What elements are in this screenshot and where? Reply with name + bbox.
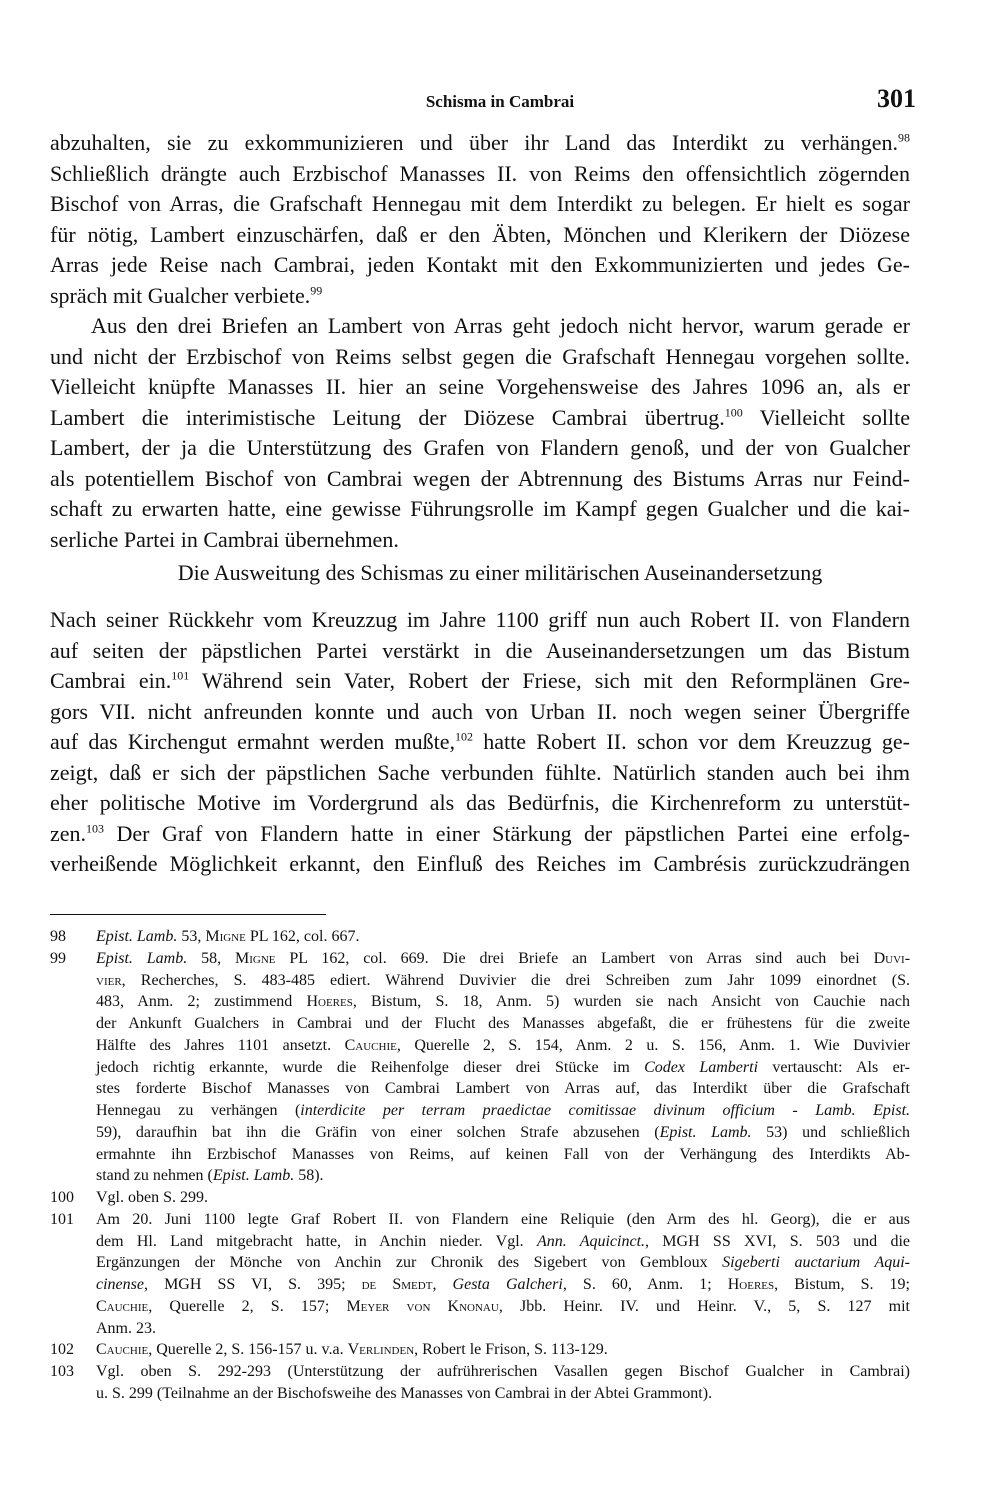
text-line: auf seiten der päpstlichen Partei verstärkt in die Auseinandersetzungen um das Bistum (50, 637, 910, 663)
footnote-line (96, 1100, 910, 1122)
footnote-text: Cauchie (344, 1036, 397, 1054)
body-paragraphs-1 (50, 128, 910, 555)
footnote-text: , (432, 1276, 453, 1293)
footnote-text: 59), daraufhin bat ihn die Gräfin von einer solchen Strafe abzusehen ( (96, 1123, 660, 1141)
text-line: serliche Partei in Cambrai übernehmen. (50, 526, 399, 552)
text-fragment: spräch mit Gualcher verbiete. (50, 282, 311, 308)
footnote-text: der Ankunft Gualchers in Cambrai und der Flucht des Manasses abgefaßt, die er frühestens für die zweite (96, 1015, 910, 1032)
footnote-line (96, 1057, 910, 1079)
footnote-line (96, 991, 910, 1013)
text-line: als potentiellem Bischof von Cambrai wegen der Abtrennung des Bistums Arras nur Feind- (50, 465, 910, 491)
footnote-line (96, 1165, 910, 1187)
running-title: Schisma in Cambrai (425, 92, 575, 111)
footnote-line (96, 970, 910, 992)
footnote-100 (50, 1187, 910, 1209)
footnote-text: Epist. Lamb. (96, 928, 178, 945)
body-paragraphs-2 (50, 605, 910, 880)
footnote-text: vertauscht: Als er- (758, 1058, 911, 1076)
text-line (50, 403, 910, 434)
footnote-text: de Smedt (361, 1276, 433, 1293)
footnote-number: 99 (50, 949, 66, 967)
text-line: Aus den drei Briefen an Lambert von Arras geht jedoch nicht hervor, warum gerade er (91, 313, 910, 338)
footnote-text: Migne (205, 928, 246, 945)
footnote-text: 483, Anm. 2; zustimmend (96, 993, 307, 1011)
text-line: schaft zu erwarten hatte, eine gewisse Führungsrolle im Kampf gegen Gualcher und die kai- (50, 496, 910, 521)
footnote-number: 100 (50, 1189, 74, 1206)
footnote-line (96, 1274, 910, 1296)
footnote-text: Hoeres (306, 993, 353, 1011)
footnote-101 (50, 1209, 910, 1340)
footnote-text: Vgl. oben S. 292-293 (Unterstützung der aufrührerischen Vasallen gegen Bischof Gualcher in Cambrai) (96, 1363, 910, 1380)
footnote-line (96, 948, 910, 970)
footnote-text: Cauchie (96, 1341, 149, 1359)
footnote-text: cinense (96, 1276, 144, 1293)
text-line: eher politische Motive im Vordergrund als das Bedürfnis, die Kirchenreform zu unterstüt- (50, 790, 910, 815)
text-line: Arras jede Reise nach Cambrai, jeden Kontakt mit den Exkommunizierten und jedes Ge- (50, 252, 910, 277)
footnote-text: Epist. Lamb. (212, 1167, 295, 1185)
footnote-line (96, 1035, 910, 1057)
text-fragment: Vielleicht sollte (759, 404, 910, 430)
footnote-text: ermahnte ihn Erzbischof Manasses von Reims, auf keinen Fall von der Verhängung des Interdikts Ab- (96, 1145, 910, 1163)
footnote-line (96, 1078, 910, 1100)
footnote-text: jedoch richtig erkannte, wurde die Reihenfolge dieser drei Stücke im (96, 1058, 645, 1076)
footnote-ref-102[interactable]: 102 (455, 729, 473, 744)
footnote-99 (50, 948, 910, 1187)
footnote-text: Migne (235, 949, 276, 967)
footnote-ref-99[interactable]: 99 (310, 283, 323, 298)
text-line: Lambert, der ja die Unterstützung des Grafen von Flandern genoß, und der von Gualcher (50, 435, 910, 460)
footnote-text: stes forderte Bischof Manasses von Cambrai Lambert von Arras auf, das Interdikt über die Grafschaft (96, 1080, 910, 1098)
footnote-line (96, 1252, 910, 1274)
footnote-text: 58, (187, 949, 235, 967)
text-line (50, 128, 910, 159)
footnote-number: 98 (50, 928, 66, 945)
text-line: Vielleicht knüpfte Manasses II. hier an seine Vorgehensweise des Jahres 1096 an, als er (50, 374, 910, 399)
footnote-text: Epist. Lamb. (96, 949, 188, 967)
footnote-line (96, 1231, 910, 1253)
footnote-text: , Querelle 2, S. 157; (148, 1297, 347, 1315)
text-line: Schließlich drängte auch Erzbischof Manasses II. von Reims den offensichtlich zögernden (50, 160, 910, 186)
footnote-line (96, 1122, 910, 1144)
footnotes (50, 926, 910, 1405)
text-fragment: Lambert die interimistische Leitung der Diözese Cambrai übertrug. (50, 404, 725, 430)
footnote-text: Meyer von Knonau (346, 1297, 499, 1315)
footnote-number: 102 (50, 1341, 74, 1359)
footnote-text: 58). (294, 1167, 324, 1185)
footnote-text: Anm. 23. (96, 1319, 156, 1337)
text-fragment: Während sein Vater, Robert der Friese, sich mit den Reformplänen Gre- (202, 668, 911, 693)
footnote-text: , Querelle 2, S. 156-157 u. v.a. (148, 1341, 348, 1359)
footnote-text: , Jbb. Heinr. IV. und Heinr. V., 5, S. 127 mit (498, 1297, 910, 1315)
footnote-line (96, 1013, 910, 1035)
footnote-text: Hälfte des Jahres 1101 ansetzt. (96, 1036, 345, 1054)
footnote-103 (50, 1361, 910, 1405)
footnote-line (96, 1187, 910, 1209)
text-fragment: zen. (50, 820, 87, 846)
text-line (50, 281, 910, 312)
text-line: Nach seiner Rückkehr vom Kreuzzug im Jahre 1100 griff nun auch Robert II. von Flandern (50, 607, 910, 632)
footnote-ref-101[interactable]: 101 (171, 668, 190, 683)
footnote-text: Hoeres (727, 1276, 775, 1293)
footnote-text: interdicite per terram praedictae comitissae divinum officium - Lamb. Epist. (300, 1102, 911, 1119)
section-heading: Die Ausweitung des Schismas zu einer militärischen Auseinandersetzung (177, 560, 823, 585)
footnote-text: , Recherches, S. 483-485 ediert. Während Duvivier die drei Schreiben zum Jahr 1099 einordnet (S. (121, 971, 910, 989)
footnote-text: , S. 60, Anm. 1; (562, 1276, 728, 1293)
footnote-text: Verlinden (347, 1341, 415, 1359)
footnote-text: 53) und schließlich (751, 1123, 911, 1141)
footnote-text: , MGH SS VI, S. 395; (143, 1276, 362, 1293)
text-line (50, 819, 910, 850)
text-line (50, 666, 910, 697)
footnote-text: PL 162, col. 667. (245, 928, 360, 945)
text-fragment: abzuhalten, sie zu exkommunizieren und über ihr Land das Interdikt zu verhängen. (50, 130, 898, 155)
footnote-text: , Bistum, S. 19; (774, 1276, 911, 1293)
text-line: verheißende Möglichkeit erkannt, den Einfluß des Reiches im Cambrésis zurückzudrängen (50, 851, 910, 876)
footnote-text: Ann. Aquicinct. (536, 1232, 646, 1250)
page-number: 301 (877, 84, 916, 113)
footnote-line (96, 1144, 910, 1166)
footnote-line (96, 926, 910, 948)
footnote-line (96, 1318, 910, 1340)
footnote-text: , MGH SS XVI, S. 503 und die (645, 1232, 910, 1250)
footnote-text: u. S. 299 (Teilnahme an der Bischofsweihe des Manasses von Cambrai in der Abtei Grammont). (96, 1384, 713, 1402)
footnote-text: Epist. Lamb. (659, 1123, 752, 1141)
text-line: für nötig, Lambert einzuschärfen, daß er den Äbten, Mönchen und Klerikern der Diözese (50, 221, 910, 247)
text-fragment: Der Graf von Flandern hatte in einer Stärkung der päpstlichen Partei eine erfolg- (116, 820, 911, 846)
footnote-number: 101 (50, 1210, 74, 1228)
footnote-text: , Querelle 2, S. 154, Anm. 2 u. S. 156, Anm. 1. Wie Duvivier (396, 1036, 911, 1054)
footnote-text: Am 20. Juni 1100 legte Graf Robert II. von Flandern eine Reliquie (den Arm des hl. Georg), die er aus (96, 1210, 910, 1228)
text-fragment: hatte Robert II. schon vor dem Kreuzzug ge- (483, 729, 910, 754)
footnote-ref-103[interactable]: 103 (86, 821, 105, 836)
footnote-102 (50, 1339, 910, 1361)
footnote-number: 103 (50, 1363, 74, 1380)
footnote-text: Vgl. oben S. 299. (96, 1189, 208, 1206)
text-line (50, 727, 910, 758)
footnote-98 (50, 926, 910, 948)
footnote-text: vier (96, 971, 122, 989)
footnote-ref-100[interactable]: 100 (724, 405, 743, 420)
footnote-text: , Robert le Frison, S. 113-129. (414, 1341, 608, 1359)
text-line: gors VII. nicht anfreunden konnte und auch von Urban II. noch wegen seiner Übergriffe (50, 698, 910, 724)
text-line: Bischof von Arras, die Grafschaft Hennegau mit dem Interdikt zu belegen. Er hielt es sogar (50, 191, 910, 216)
footnote-line (96, 1296, 910, 1318)
footnote-text: Hennegau zu verhängen ( (96, 1102, 301, 1119)
footnote-text: Gesta Galcheri (452, 1276, 563, 1293)
text-line: zeigt, daß er sich der päpstlichen Sache verbunden fühlte. Natürlich standen auch bei ihm (50, 759, 910, 785)
footnote-line (96, 1383, 910, 1405)
footnote-text: , Bistum, S. 18, Anm. 5) wurden sie nach Ansicht von Cauchie nach (352, 993, 910, 1011)
text-line: und nicht der Erzbischof von Reims selbst gegen die Grafschaft Hennegau vorgehen sollte. (50, 343, 910, 369)
footnote-text: Sigeberti auctarium Aqui- (722, 1254, 911, 1272)
footnote-text: Duvi- (873, 949, 911, 967)
footnote-text: dem Hl. Land mitgebracht hatte, in Anchin nieder. Vgl. (96, 1232, 537, 1250)
footnote-text: Cauchie (96, 1297, 149, 1315)
footnote-text: stand zu nehmen ( (96, 1167, 213, 1185)
footnote-text: PL 162, col. 669. Die drei Briefe an Lambert von Arras sind auch bei (275, 949, 874, 967)
text-fragment: auf das Kirchengut ermahnt werden mußte, (50, 729, 455, 754)
footnote-separator (50, 914, 326, 915)
footnote-text: Codex Lamberti (644, 1058, 759, 1076)
footnote-text: 53, (177, 928, 206, 945)
footnote-line (96, 1361, 910, 1383)
footnote-text: Ergänzungen der Mönche von Anchin zur Chronik des Sigebert von Gembloux (96, 1254, 723, 1272)
text-fragment: Cambrai ein. (50, 668, 172, 693)
footnote-ref-98[interactable]: 98 (898, 130, 910, 145)
footnote-line (96, 1209, 910, 1231)
footnote-line (96, 1339, 910, 1361)
